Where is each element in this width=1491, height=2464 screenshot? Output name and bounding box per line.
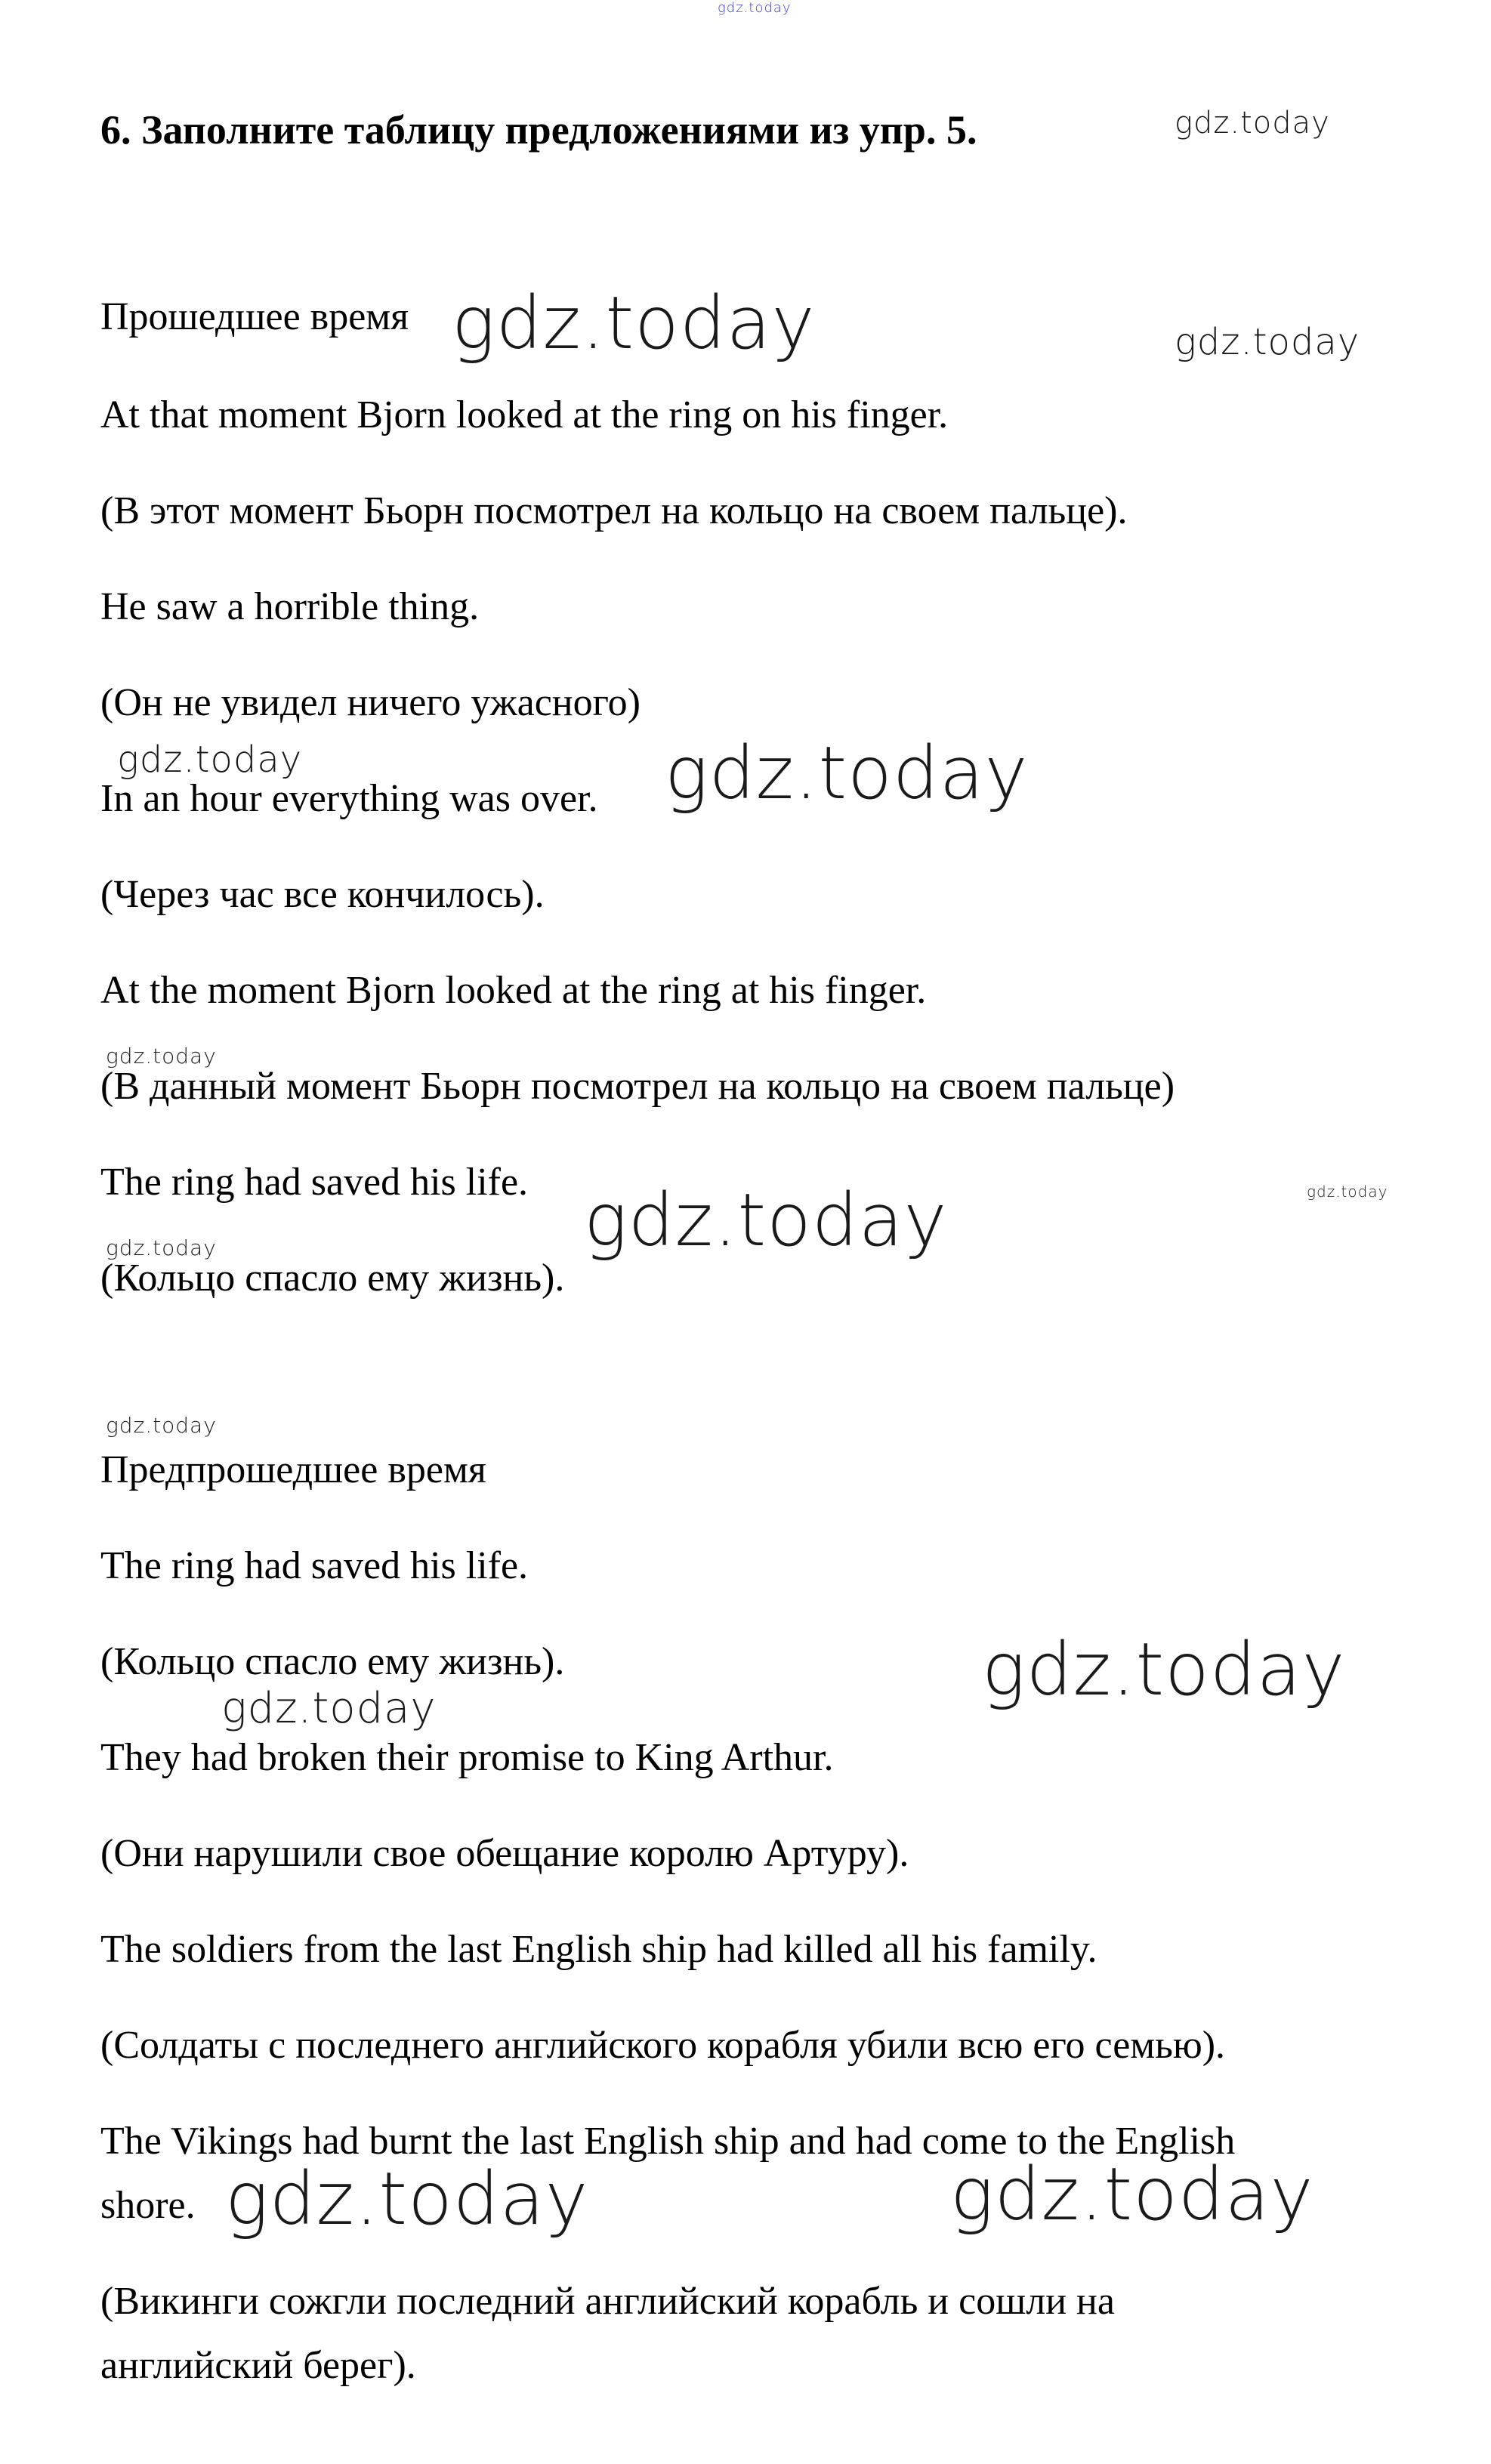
- watermark-2: gdz.today: [452, 281, 816, 365]
- past-perfect-line-10: английский берег).: [100, 2344, 416, 2387]
- past-perfect-heading: Предпрошедшее время: [100, 1448, 486, 1491]
- watermark-13: gdz.today: [225, 2157, 589, 2241]
- past-perfect-line-9: (Викинги сожгли последний английский корабль и сошли на: [100, 2280, 1115, 2323]
- past-line-8: (В данный момент Бьорн посмотрел на кольцо на своем пальце): [100, 1065, 1175, 1108]
- past-line-5: In an hour everything was over.: [100, 777, 598, 820]
- past-line-9: The ring had saved his life.: [100, 1161, 529, 1204]
- watermark-12: gdz.today: [221, 1684, 437, 1733]
- past-heading: Прошедшее время: [100, 295, 409, 338]
- past-perfect-line-7: The Vikings had burnt the last English ship and had come to the English: [100, 2120, 1236, 2163]
- watermark-10: gdz.today: [106, 1413, 217, 1438]
- watermark-6: gdz.today: [106, 1044, 217, 1069]
- watermark-3: gdz.today: [1175, 321, 1360, 363]
- watermark-14: gdz.today: [950, 2152, 1314, 2237]
- watermark-7: gdz.today: [1307, 1183, 1388, 1201]
- watermark-1: gdz.today: [1175, 106, 1330, 140]
- watermark-4: gdz.today: [117, 739, 303, 781]
- past-line-3: He saw a horrible thing.: [100, 585, 480, 628]
- past-perfect-line-3: They had broken their promise to King Arthur.: [100, 1736, 834, 1779]
- watermark-8: gdz.today: [584, 1178, 948, 1263]
- past-line-2: (В этот момент Бьорн посмотрел на кольцо на своем пальце).: [100, 489, 1128, 532]
- past-line-1: At that moment Bjorn looked at the ring on his finger.: [100, 393, 949, 436]
- past-line-7: At the moment Bjorn looked at the ring at his finger.: [100, 969, 927, 1012]
- past-perfect-line-2: (Кольцо спасло ему жизнь).: [100, 1640, 565, 1683]
- watermark-5: gdz.today: [665, 731, 1029, 816]
- past-line-4: (Он не увидел ничего ужасного): [100, 681, 641, 724]
- past-line-10: (Кольцо спасло ему жизнь).: [100, 1257, 565, 1300]
- past-perfect-line-4: (Они нарушили свое обещание королю Артуру).: [100, 1832, 909, 1875]
- past-perfect-line-8: shore.: [100, 2184, 196, 2227]
- past-perfect-line-6: (Солдаты с последнего английского корабля убили всю его семью).: [100, 2024, 1226, 2067]
- past-perfect-line-5: The soldiers from the last English ship had killed all his family.: [100, 1928, 1097, 1971]
- past-perfect-line-1: The ring had saved his life.: [100, 1544, 529, 1587]
- watermark-9: gdz.today: [106, 1235, 217, 1260]
- watermark-11: gdz.today: [982, 1627, 1346, 1712]
- exercise-title: 6. Заполните таблицу предложениями из упр. 5.: [100, 107, 977, 153]
- past-line-6: (Через час все кончилось).: [100, 873, 545, 916]
- watermark-top: gdz.today: [718, 0, 792, 16]
